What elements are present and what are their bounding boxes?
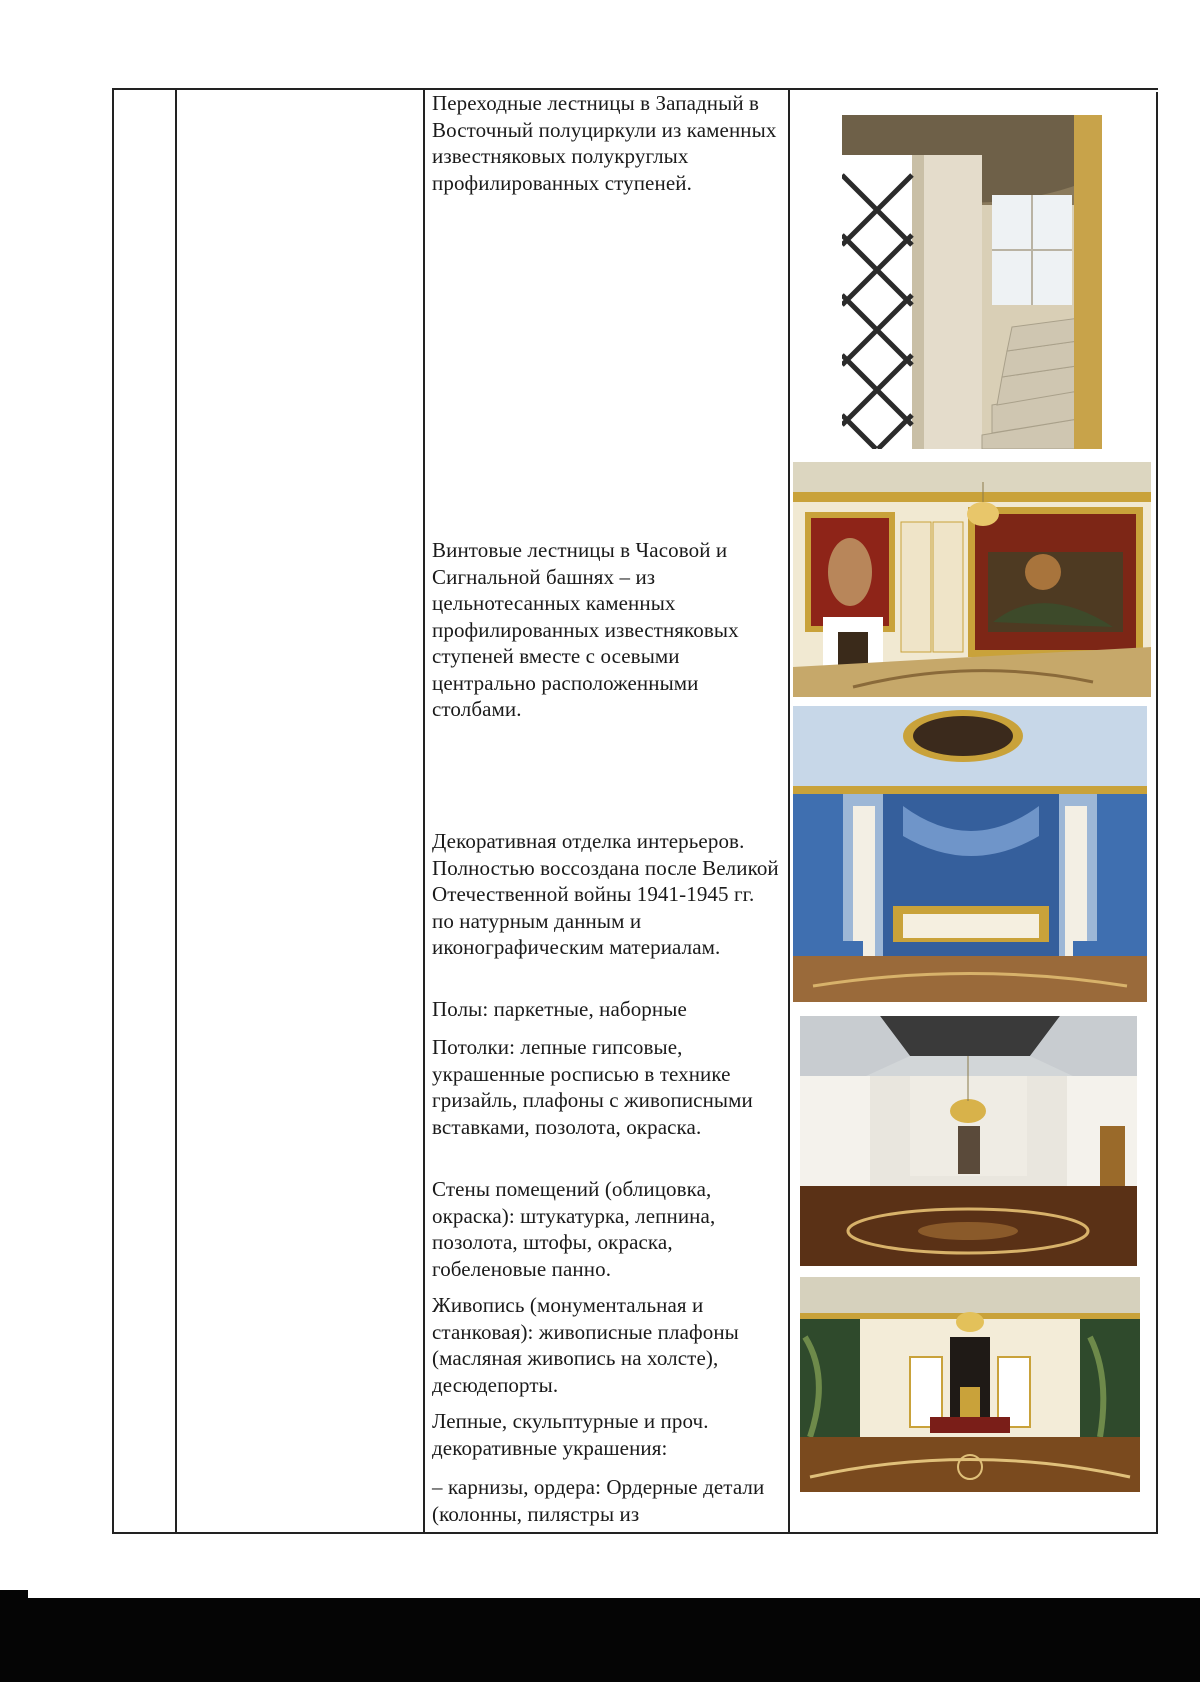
table-left-border: [112, 88, 114, 1534]
blue-bedroom-image: [793, 706, 1147, 1002]
throne-room-image: [800, 1277, 1140, 1492]
paragraph-painting: Живопись (монументальная и станковая): живописные плафоны (масляная живопись на холсте), десюдепорты.: [432, 1293, 739, 1397]
paragraph-decorations: Лепные, скульптурные и проч. декоративные украшения:: [432, 1409, 709, 1460]
table-right-border: [1156, 92, 1158, 1534]
paragraph-ceilings: Потолки: лепные гипсовые, украшенные росписью в технике гризайль, плафоны с живописными вставками, позолота, окраска.: [432, 1035, 753, 1139]
photo-throne-room: [800, 1277, 1140, 1492]
table-bottom-border: [112, 1532, 1158, 1534]
table-column-divider-1: [175, 88, 177, 1534]
staircase-image: [842, 115, 1102, 449]
photo-blue-bedroom: [793, 706, 1147, 1002]
table-column-divider-2: [423, 88, 425, 1534]
table-column-divider-3: [788, 88, 790, 1534]
paragraph-floors: Полы: паркетные, наборные: [432, 997, 687, 1021]
paragraph-walls: Стены помещений (облицовка, окраска): штукатурка, лепнина, позолота, штофы, окраска, гобеленовые панно.: [432, 1177, 716, 1281]
photo-tapestry-room: [793, 462, 1151, 697]
photo-white-hall: [800, 1016, 1137, 1266]
paragraph-transition-stairs: Переходные лестницы в Западный в Восточный полуциркули из каменных известняковых полукруглых профилированных ступеней.: [432, 91, 777, 195]
photo-spiral-staircase: [842, 115, 1102, 449]
white-hall-image: [800, 1016, 1137, 1266]
paragraph-cornices: – карнизы, ордера: Ордерные детали (колонны, пилястры из: [432, 1475, 765, 1526]
scan-bottom-band: [0, 1598, 1200, 1682]
paragraph-spiral-stairs: Винтовые лестницы в Часовой и Сигнальной башнях – из цельнотесанных каменных профилированных известняковых ступеней вместе с осевыми центрально расположенными столбами.: [432, 538, 739, 721]
paragraph-interior-decoration: Декоративная отделка интерьеров. Полностью воссоздана после Великой Отечественной войны 1941-1945 гг. по натурным данным и иконографическим материалам.: [432, 829, 779, 959]
tapestry-room-image: [793, 462, 1151, 697]
